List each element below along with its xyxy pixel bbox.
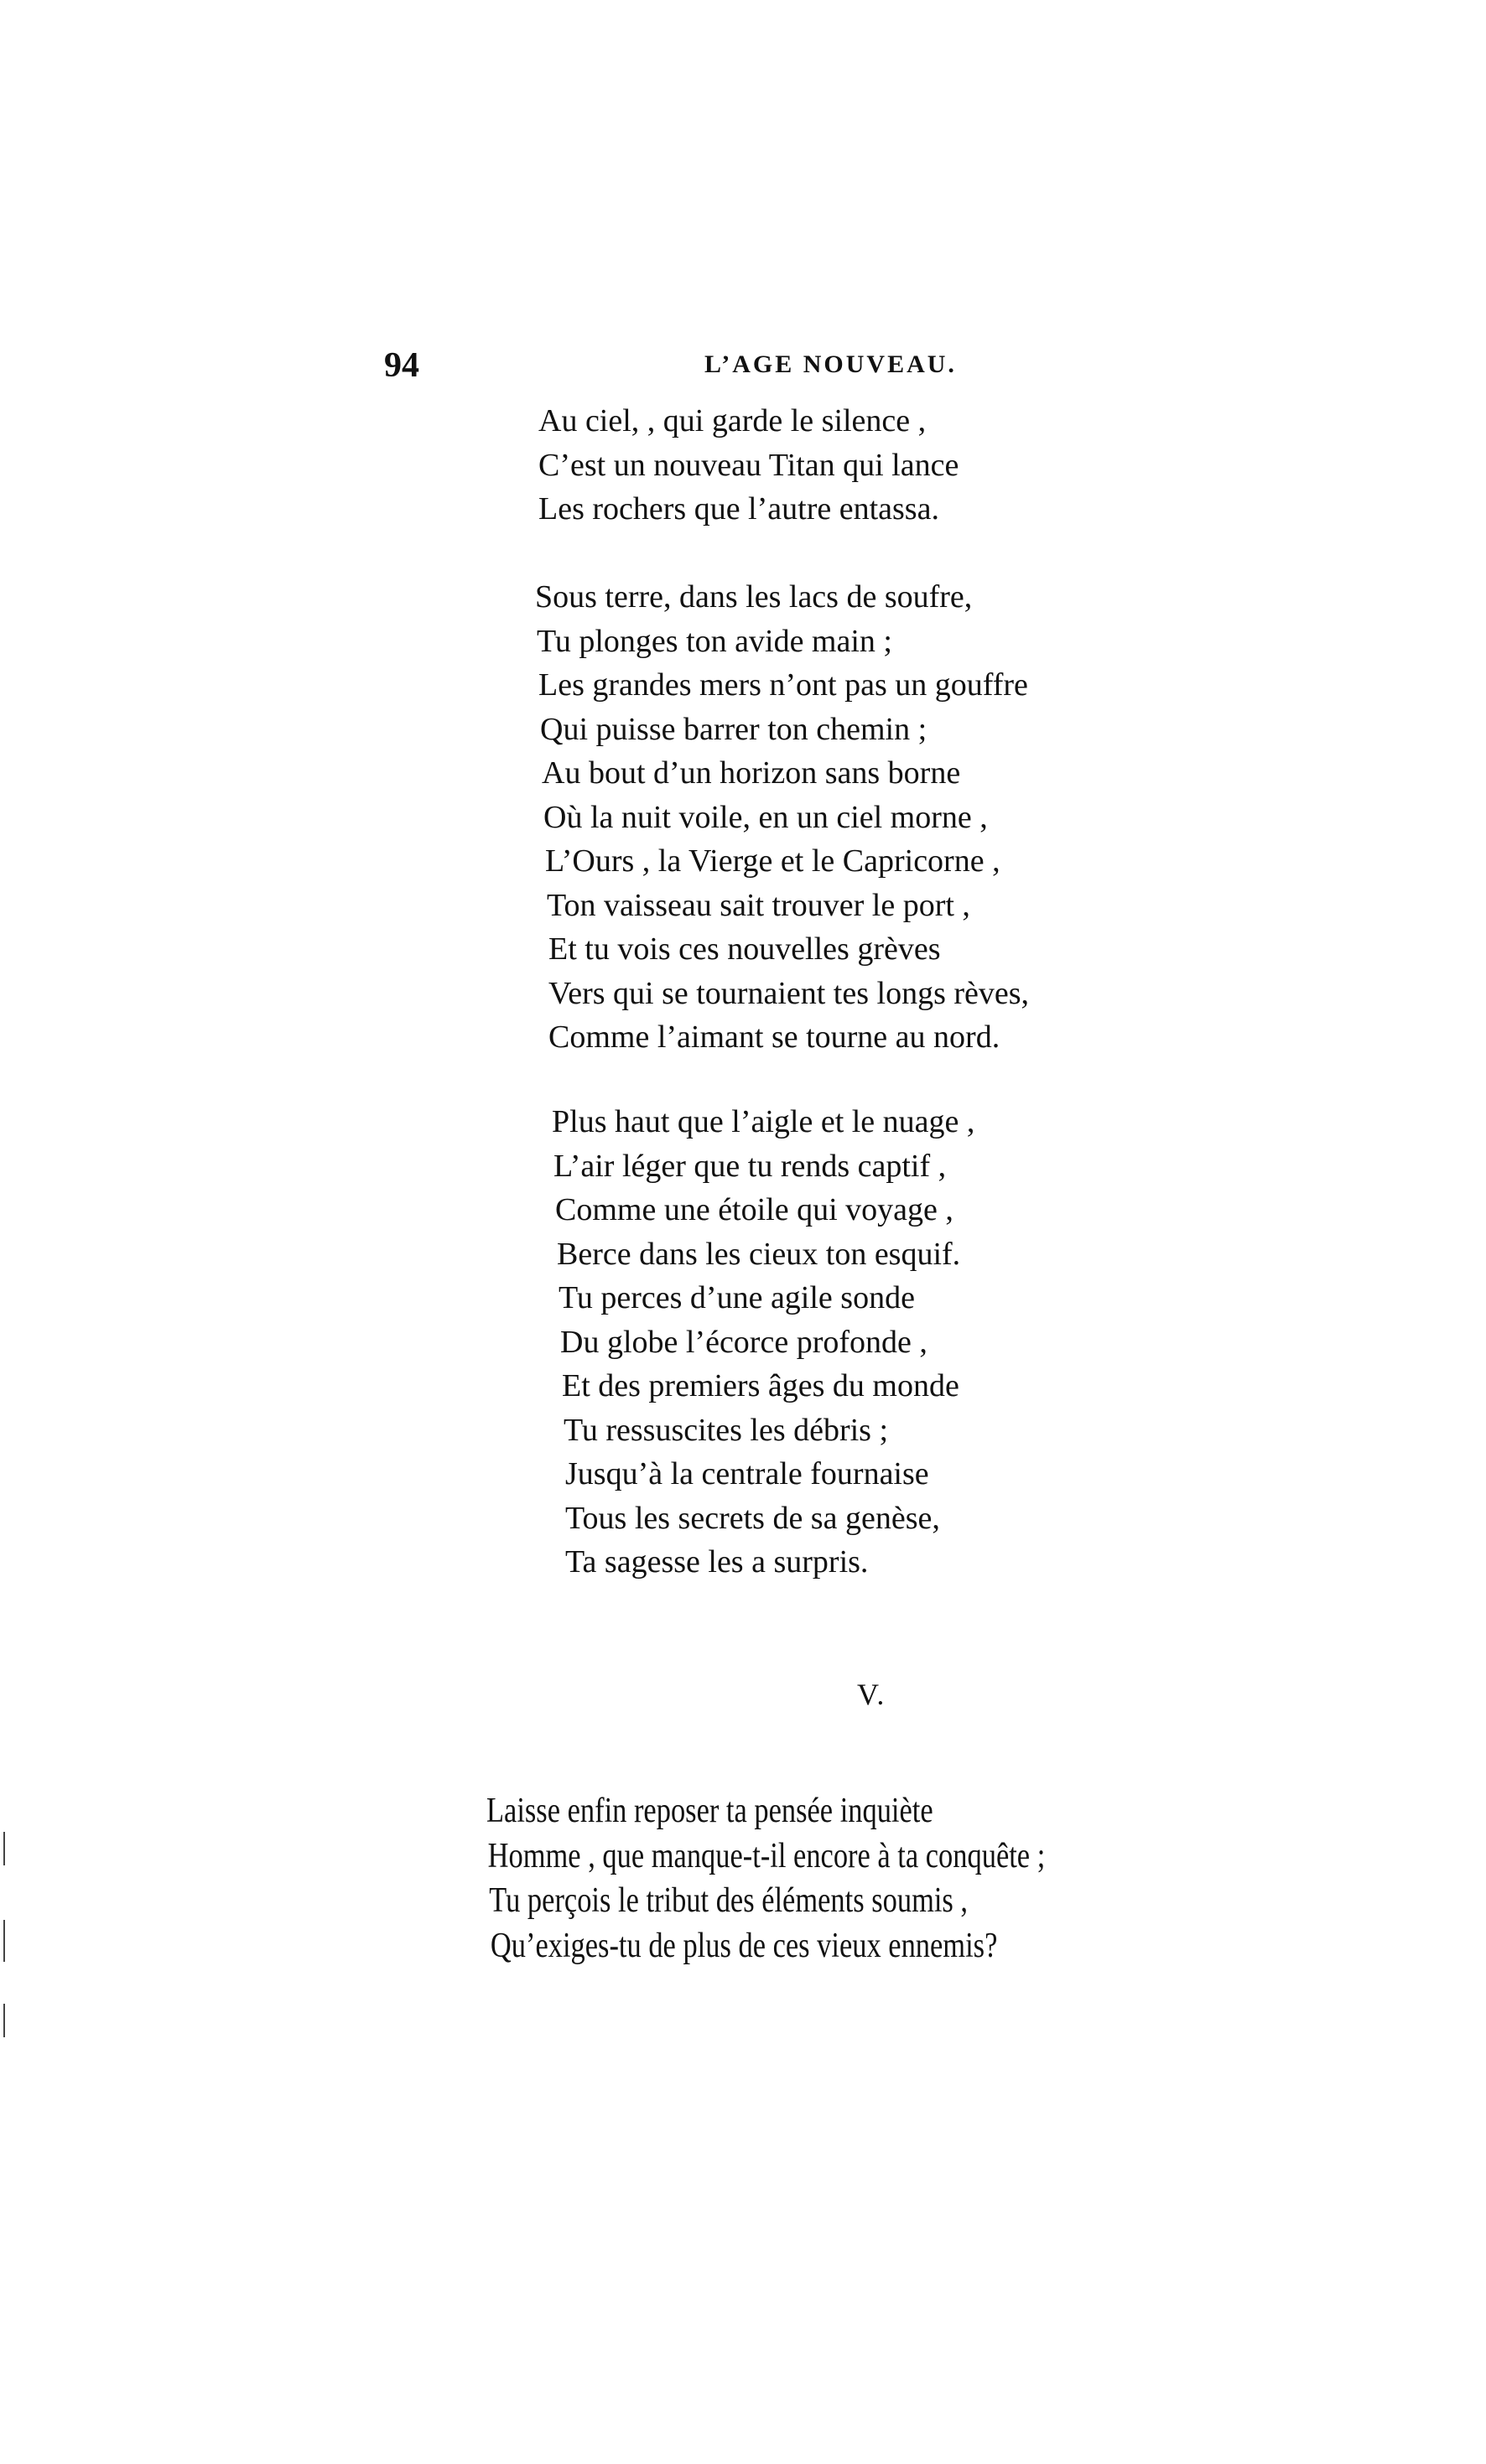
verse-line: Tu perçois le tribut des éléments soumis ,: [489, 1881, 969, 1920]
verse-line: Ton vaisseau sait trouver le port ,: [547, 887, 970, 923]
scan-edge-mark: [3, 1832, 5, 1865]
verse-line: L’Ours , la Vierge et le Capricorne ,: [545, 843, 1000, 879]
verse-line: Où la nuit voile, en un ciel morne ,: [543, 799, 988, 835]
verse-line: Tu plonges ton avide main ;: [537, 623, 892, 659]
verse-line: Laisse enfin reposer ta pensée inquiète: [486, 1792, 933, 1830]
scan-edge-mark: [3, 2004, 5, 2037]
verse-line: Et tu vois ces nouvelles grèves: [548, 931, 941, 967]
verse-line: Comme une étoile qui voyage ,: [555, 1192, 953, 1227]
verse-line: Jusqu’à la centrale fournaise: [565, 1456, 929, 1491]
verse-line: Comme l’aimant se tourne au nord.: [548, 1019, 1000, 1055]
stanza-2: [535, 575, 1029, 1060]
running-title: L’AGE NOUVEAU.: [704, 350, 957, 378]
verse-line: L’air léger que tu rends captif ,: [553, 1148, 947, 1184]
verse-line: Au ciel, , qui garde le silence ,: [538, 403, 927, 438]
stanza-4: [486, 1789, 1045, 1969]
verse-line: Tu ressuscites les débris ;: [564, 1412, 889, 1448]
verse-line: Les grandes mers n’ont pas un gouffre: [538, 667, 1028, 703]
verse-line: Et des premiers âges du monde: [562, 1368, 959, 1403]
scan-edge-mark: [3, 1920, 5, 1962]
verse-line: Ta sagesse les a surpris.: [565, 1544, 869, 1580]
verse-line: Vers qui se tournaient tes longs rèves,: [548, 975, 1030, 1011]
stanza-1: [538, 399, 959, 532]
verse-line: Qui puisse barrer ton chemin ;: [540, 711, 927, 747]
verse-line: Homme , que manque-t-il encore à ta conquête ;: [487, 1836, 1046, 1875]
verse-line: Les rochers que l’autre entassa.: [538, 491, 939, 527]
verse-line: Du globe l’écorce profonde ,: [560, 1324, 927, 1360]
stanza-3: [552, 1100, 974, 1585]
verse-line: Sous terre, dans les lacs de soufre,: [535, 579, 973, 615]
page-number: 94: [384, 346, 419, 385]
verse-line: Au bout d’un horizon sans borne: [542, 755, 961, 791]
verse-line: C’est un nouveau Titan qui lance: [538, 447, 959, 483]
verse-line: Qu’exiges-tu de plus de ces vieux ennemis?: [490, 1926, 998, 1965]
section-heading: V.: [857, 1678, 886, 1711]
verse-line: Tu perces d’une agile sonde: [559, 1280, 915, 1315]
verse-line: Plus haut que l’aigle et le nuage ,: [552, 1104, 975, 1139]
verse-line: Berce dans les cieux ton esquif.: [557, 1236, 961, 1272]
verse-line: Tous les secrets de sa genèse,: [565, 1500, 940, 1536]
